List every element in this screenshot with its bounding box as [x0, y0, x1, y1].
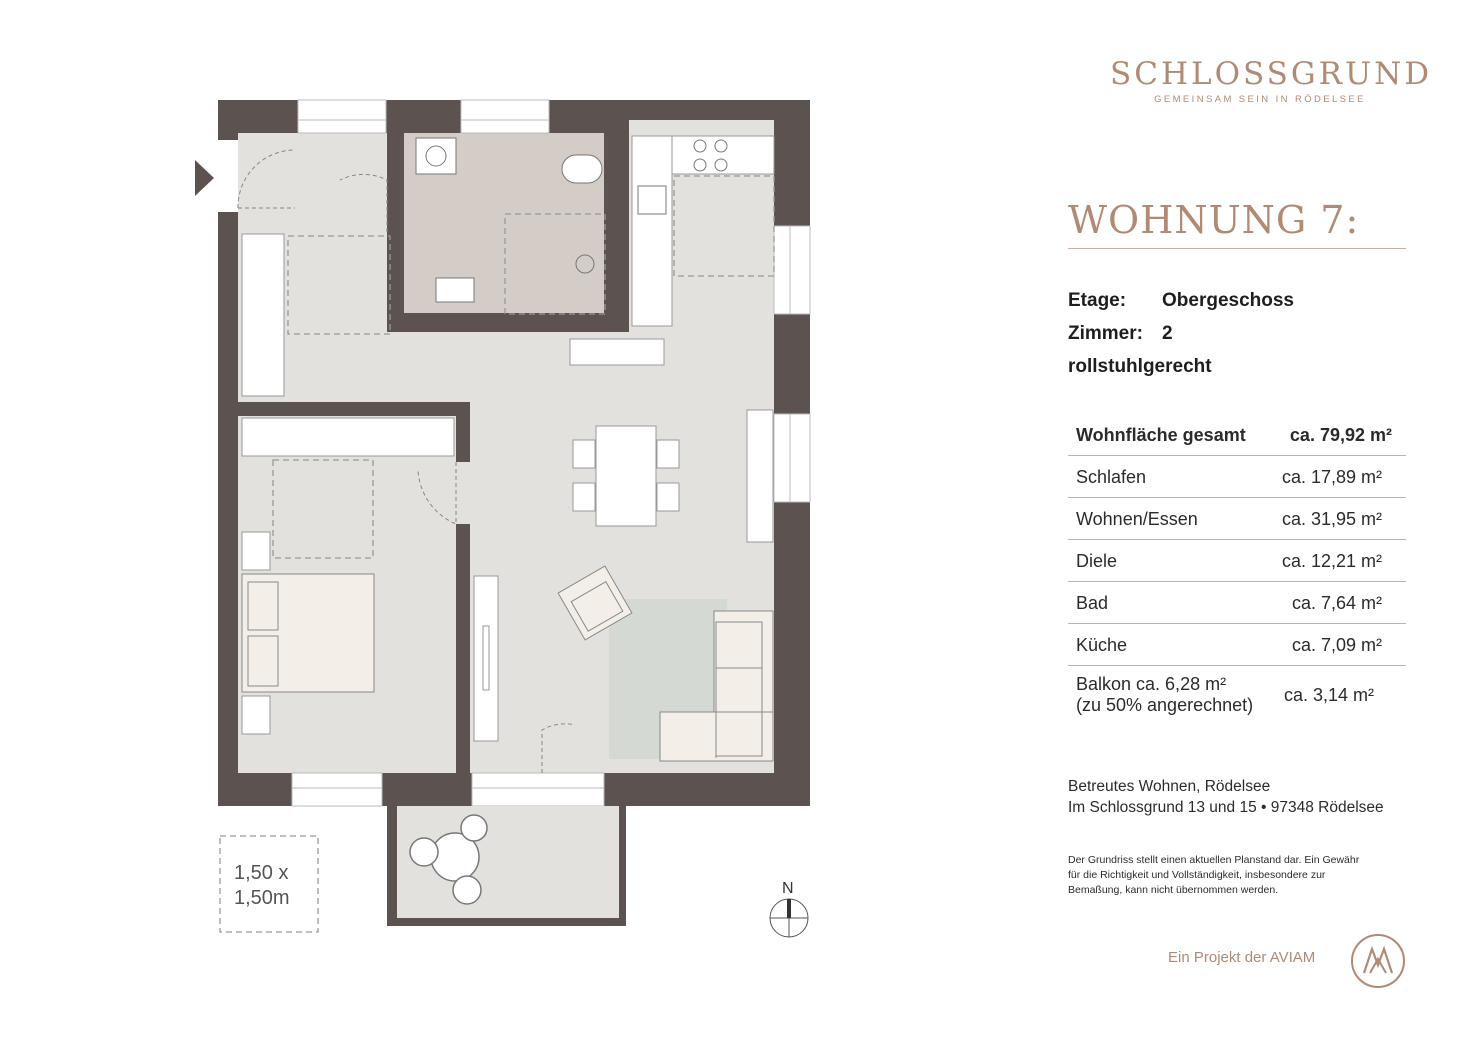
- bath-sink: [416, 138, 456, 174]
- bedroom-wall-side-bottom: [456, 524, 470, 773]
- entrance-opening: [218, 140, 238, 212]
- wardrobe: [242, 234, 284, 396]
- area-row: [1068, 540, 1406, 582]
- nightstand: [242, 696, 270, 734]
- area-table: [1068, 414, 1406, 722]
- window: [298, 100, 386, 133]
- kitchen-sink: [638, 186, 666, 214]
- balcony-label: Balkon ca. 6,28 m²: [1076, 674, 1227, 694]
- project-credit: Ein Projekt der AVIAM: [1168, 949, 1316, 966]
- turning-circle-text-1: 1,50 x: [234, 862, 289, 884]
- disclaimer-line: Der Grundriss stellt einen aktuellen Planstand dar. Ein Gewähr: [1068, 854, 1360, 866]
- aviam-logo-icon: [1350, 933, 1406, 989]
- window: [292, 773, 382, 806]
- detail-label: Etage:: [1068, 290, 1127, 311]
- bedroom-wardrobe: [242, 418, 454, 456]
- address: [1068, 776, 1384, 818]
- area-label: Diele: [1076, 551, 1118, 571]
- detail-label: Zimmer:: [1068, 323, 1143, 344]
- area-label: [1076, 674, 1253, 716]
- area-label: Wohnen/Essen: [1076, 509, 1198, 529]
- detail-rooms: [1068, 317, 1294, 350]
- area-value: ca. 17,89 m²: [1281, 467, 1382, 487]
- nightstand: [242, 532, 270, 570]
- area-row: [1068, 498, 1406, 540]
- disclaimer: [1068, 853, 1416, 898]
- brand-tagline: GEMEINSAM SEIN IN RÖDELSEE: [1154, 94, 1366, 105]
- turning-circle-legend: [220, 836, 318, 932]
- detail-value: 2: [1162, 323, 1173, 344]
- turning-circle-text-2: 1,50m: [234, 887, 290, 909]
- brand-name: SCHLOSSGRUND: [1110, 56, 1433, 92]
- kitchen-wall-inner: [604, 120, 629, 332]
- tv: [483, 626, 489, 690]
- dining-chair: [657, 440, 679, 468]
- disclaimer-line: Bemaßung, kann nicht übernommen werden.: [1068, 884, 1279, 896]
- kitchen-counter-side: [632, 136, 672, 326]
- bath-toilet: [562, 155, 602, 183]
- window: [774, 226, 810, 314]
- detail-floor: [1068, 284, 1294, 317]
- area-value: ca. 3,14 m²: [1283, 685, 1374, 705]
- address-line: Im Schlossgrund 13 und 15 • 97348 Rödelsee: [1068, 799, 1384, 816]
- dining-chair: [657, 483, 679, 511]
- brand: [1110, 56, 1433, 105]
- sideboard: [570, 339, 664, 365]
- area-value: ca. 31,95 m²: [1281, 509, 1382, 529]
- area-label: Wohnfläche gesamt: [1076, 425, 1246, 445]
- balcony-chair: [453, 876, 481, 904]
- dining-chair: [573, 440, 595, 468]
- detail-value: Obergeschoss: [1162, 290, 1294, 311]
- area-value: ca. 12,21 m²: [1281, 551, 1382, 571]
- area-label: Schlafen: [1076, 467, 1147, 487]
- area-label: Küche: [1076, 635, 1128, 655]
- area-label: Bad: [1076, 593, 1109, 613]
- area-row-balcony: [1068, 666, 1406, 722]
- shelf: [747, 410, 773, 542]
- balcony-door: [472, 773, 604, 806]
- disclaimer-line: für die Richtigkeit und Vollständigkeit, insbesondere zur: [1068, 869, 1326, 881]
- area-value: ca. 7,64 m²: [1291, 593, 1382, 613]
- area-row-total: [1068, 414, 1406, 456]
- balcony-chair: [461, 815, 487, 841]
- entrance-arrow: [195, 160, 214, 196]
- window: [774, 414, 810, 502]
- area-row: [1068, 456, 1406, 498]
- detail-label: rollstuhlgerecht: [1068, 356, 1212, 377]
- pillow: [248, 582, 278, 630]
- balcony-chair: [410, 838, 438, 866]
- area-value: ca. 7,09 m²: [1291, 635, 1382, 655]
- unit-title: WOHNUNG 7:: [1068, 198, 1406, 249]
- balcony-note: (zu 50% angerechnet): [1076, 695, 1254, 715]
- bath-cabinet: [436, 278, 474, 302]
- area-value: ca. 79,92 m²: [1289, 425, 1392, 445]
- address-line: Betreutes Wohnen, Rödelsee: [1068, 778, 1271, 795]
- detail-accessible: [1068, 350, 1294, 383]
- pillow: [248, 636, 278, 686]
- area-row: [1068, 582, 1406, 624]
- dining-table: [596, 426, 656, 526]
- bedroom-wall-side-top: [456, 402, 470, 462]
- north-label: N: [782, 880, 794, 897]
- dining-chair: [573, 483, 595, 511]
- area-row: [1068, 624, 1406, 666]
- window: [461, 100, 549, 133]
- bedroom-wall-top: [238, 402, 470, 416]
- unit-details: [1068, 284, 1294, 383]
